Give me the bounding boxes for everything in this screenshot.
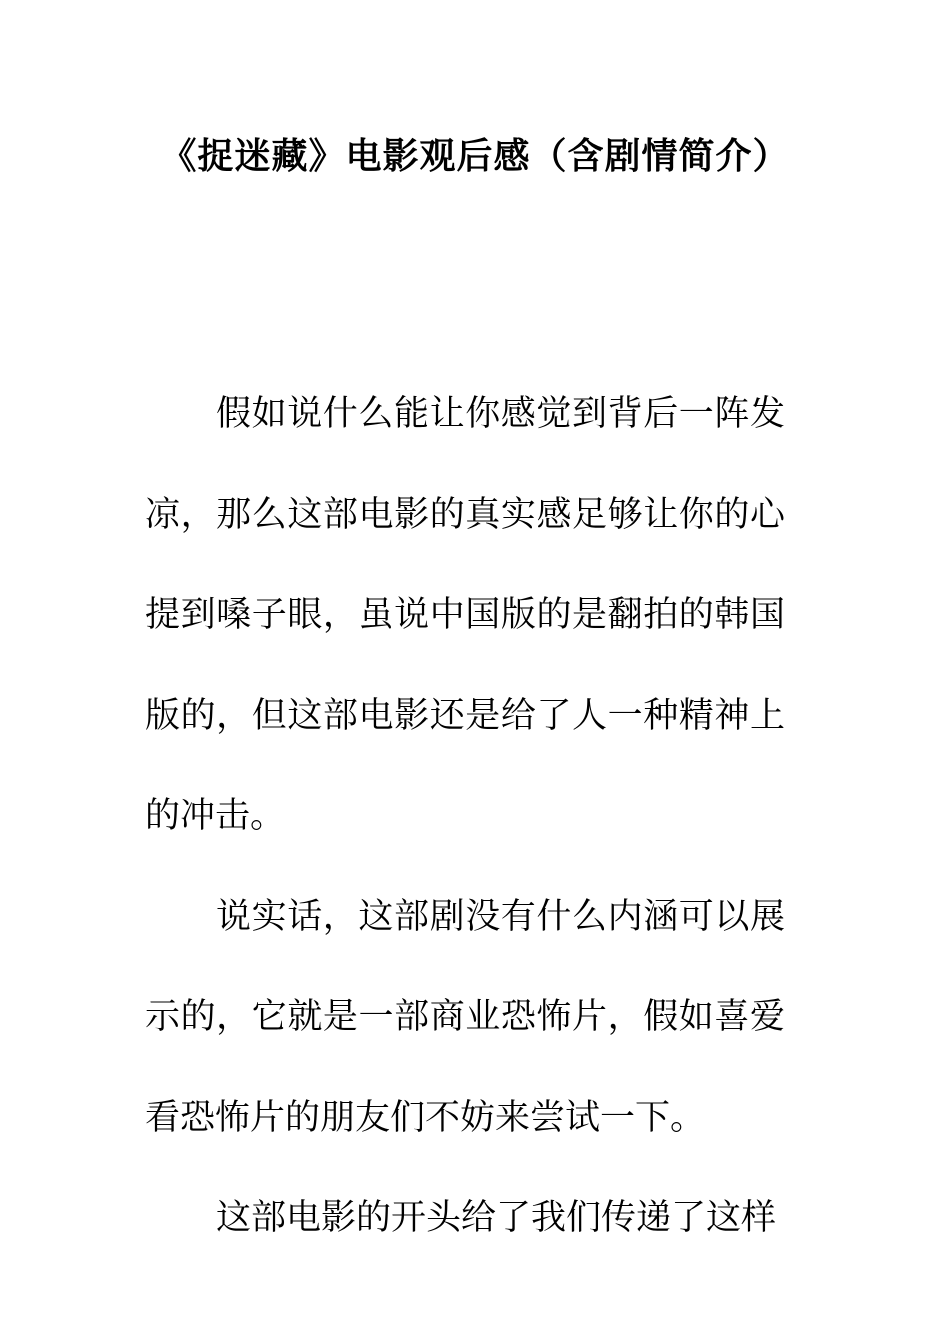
document-title: 《捉迷藏》电影观后感（含剧情简介） — [160, 135, 790, 177]
body-paragraph: 说实话，这部剧没有什么内涵可以展示的，它就是一部商业恐怖片，假如喜爱看恐怖片的朋友们不妨来尝试一下。 — [145, 896, 785, 1138]
document-body — [145, 364, 785, 1269]
body-paragraph: 这部电影的开头给了我们传递了这样 — [216, 1198, 777, 1238]
body-paragraph: 假如说什么能让你感觉到背后一阵发凉，那么这部电影的真实感足够让你的心提到嗓子眼，虽说中国版的是翻拍的韩国版的，但这部电影还是给了人一种精神上的冲击。 — [145, 394, 785, 836]
